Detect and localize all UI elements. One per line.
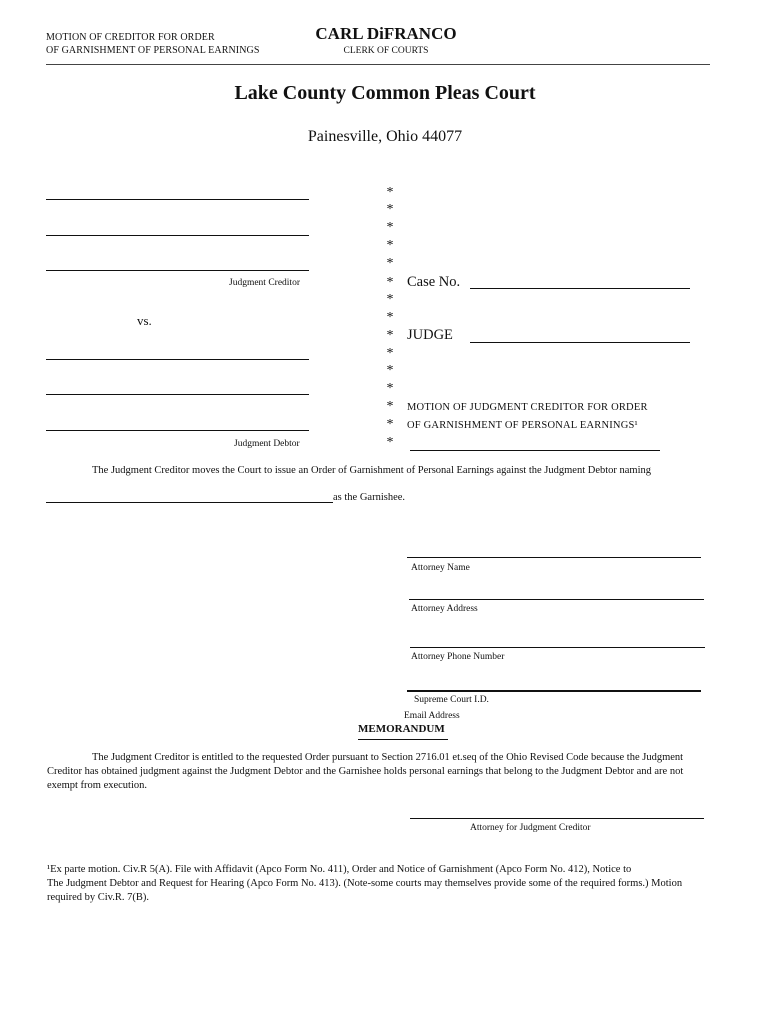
caption-star: * (386, 275, 394, 290)
header-form-title-line2: OF GARNISHMENT OF PERSONAL EARNINGS (46, 45, 260, 56)
header-divider (46, 64, 710, 65)
attorney-phone-label: Attorney Phone Number (411, 652, 505, 662)
caption-star: * (386, 238, 394, 253)
attorney-for-creditor-label: Attorney for Judgment Creditor (470, 823, 591, 833)
attorney-name-field[interactable] (407, 557, 701, 558)
memorandum-underline (358, 739, 448, 740)
clerk-name: CARL DiFRANCO (315, 24, 457, 43)
caption-star: * (386, 381, 394, 396)
memorandum-line1: The Judgment Creditor is entitled to the requested Order pursuant to Section 2716.01 et.seq of the Ohio Revised Code because the Judgment (92, 752, 684, 763)
creditor-line-2[interactable] (46, 235, 309, 236)
attorney-name-label: Attorney Name (411, 563, 470, 573)
attorney-signature-field[interactable] (410, 818, 704, 819)
motion-title-line1: MOTION OF JUDGMENT CREDITOR FOR ORDER (407, 402, 648, 413)
header-form-title (46, 31, 260, 57)
court-name: Lake County Common Pleas Court (234, 82, 536, 104)
motion-title (407, 399, 648, 435)
attorney-phone-field[interactable] (410, 647, 705, 648)
header-form-title-line1: MOTION OF CREDITOR FOR ORDER (46, 32, 215, 43)
motion-text: The Judgment Creditor moves the Court to issue an Order of Garnishment of Personal Earnings against the Judgment Debtor naming (92, 465, 652, 476)
caption-star: * (386, 185, 394, 200)
garnishee-field[interactable] (46, 502, 333, 503)
caption-star: * (386, 435, 394, 450)
caption-star: * (386, 256, 394, 271)
caption-star: * (386, 417, 394, 432)
caption-star: * (386, 310, 394, 325)
judge-field[interactable] (470, 342, 690, 343)
caption-star: * (386, 202, 394, 217)
caption-star: * (386, 220, 394, 235)
garnishee-suffix: as the Garnishee. (333, 492, 406, 503)
supreme-court-id-field[interactable] (407, 690, 701, 692)
caption-star: * (386, 328, 394, 343)
debtor-line-3[interactable] (46, 430, 309, 431)
case-number-label: Case No. (407, 274, 461, 290)
court-city: Painesville, Ohio 44077 (307, 128, 463, 145)
judge-label: JUDGE (407, 327, 453, 343)
memorandum-line2: Creditor has obtained judgment against the Judgment Debtor and the Garnishee holds personal earnings that belong to the Judgment Debtor and are not (47, 766, 684, 777)
creditor-line-3[interactable] (46, 270, 309, 271)
creditor-line-1[interactable] (46, 199, 309, 200)
motion-title-line2: OF GARNISHMENT OF PERSONAL EARNINGS¹ (407, 420, 638, 431)
judgment-creditor-label: Judgment Creditor (229, 278, 300, 288)
versus-label: vs. (137, 313, 152, 328)
attorney-address-label: Attorney Address (411, 604, 478, 614)
judgment-debtor-label: Judgment Debtor (234, 439, 300, 449)
debtor-line-1[interactable] (46, 359, 309, 360)
motion-title-underline (410, 450, 660, 451)
footnote-line1: ¹Ex parte motion. Civ.R 5(A). File with Affidavit (Apco Form No. 411), Order and Notice of Garnishment (Apco Form No. 412), Notice to (47, 864, 632, 875)
footnote-line3: required by Civ.R. 7(B). (47, 892, 149, 903)
clerk-title: CLERK OF COURTS (343, 46, 429, 56)
case-number-field[interactable] (470, 288, 690, 289)
caption-star: * (386, 292, 394, 307)
caption-star: * (386, 346, 394, 361)
attorney-address-field[interactable] (409, 599, 704, 600)
clerk-block (300, 24, 472, 57)
caption-star: * (386, 399, 394, 414)
memorandum-line3: exempt from execution. (47, 780, 148, 791)
email-label: Email Address (404, 711, 460, 721)
caption-star: * (386, 363, 394, 378)
memorandum-heading: MEMORANDUM (358, 723, 445, 735)
supreme-court-id-label: Supreme Court I.D. (414, 695, 489, 705)
debtor-line-2[interactable] (46, 394, 309, 395)
footnote-line2: The Judgment Debtor and Request for Hearing (Apco Form No. 413). (Note-some courts may themselves provide some of the required forms.) Motion (47, 878, 683, 889)
